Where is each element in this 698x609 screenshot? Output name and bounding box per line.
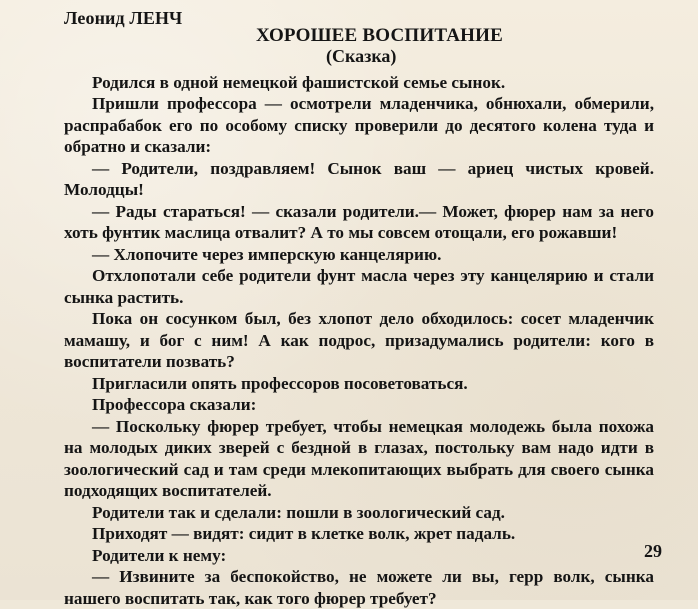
story-paragraph: Отхлопотали себе родители фунт масла через эту канцелярию и стали сынка растить. xyxy=(64,266,654,307)
page-number: 29 xyxy=(644,541,662,561)
story-paragraph: Родился в одной немецкой фашистской семье сынок. xyxy=(92,72,506,92)
author-name: Леонид ЛЕНЧ xyxy=(64,8,183,28)
story-paragraph: Профессора сказали: xyxy=(92,395,257,415)
story-paragraph: Пригласили опять профессоров посоветоваться. xyxy=(92,373,468,393)
story-paragraph: — Рады стараться! — сказали родители.— Может, фюрер нам за него хоть фунтик маслица отвалит? А то мы совсем отощали, его рожавши! xyxy=(64,201,654,243)
story-paragraph: Пока он сосунком был, без хлопот дело обходилось: сосет младенчик мамашу, и бог с ним! А как подрос, призадумались родители: кого в воспитатели позвать? xyxy=(64,309,654,372)
story-paragraph: Родители так и сделали: пошли в зоологический сад. xyxy=(92,502,505,522)
story-paragraph: Пришли профессора — осмотрели младенчика, обнюхали, обмерили, распрабабок его по особому списку проверили до десятого колена туда и обратно и сказали: xyxy=(64,94,654,157)
story-paragraph: — Родители, поздравляем! Сынок ваш — ариец чистых кровей. Молодцы! xyxy=(64,158,654,200)
story-subtitle: (Сказка) xyxy=(326,45,397,66)
story-text xyxy=(64,72,654,609)
story-paragraph: — Хлопочите через имперскую канцелярию. xyxy=(92,244,442,264)
story-title: ХОРОШЕЕ ВОСПИТАНИЕ xyxy=(256,25,504,46)
story-paragraph: — Поскольку фюрер требует, чтобы немецкая молодежь была похожа на молодых диких зверей с бездной в глазах, постольку вам надо идти в зоологический сад и там среди млекопитающих выбрать для своего сынка подходящих воспитателей. xyxy=(64,416,654,501)
story-paragraph: — Извините за беспокойство, не можете ли вы, герр волк, сынка нашего воспитать так, как того фюрер требует? xyxy=(64,567,654,608)
story-paragraph: Родители к нему: xyxy=(92,545,227,565)
story-paragraph: Приходят — видят: сидит в клетке волк, жрет падаль. xyxy=(92,524,516,544)
